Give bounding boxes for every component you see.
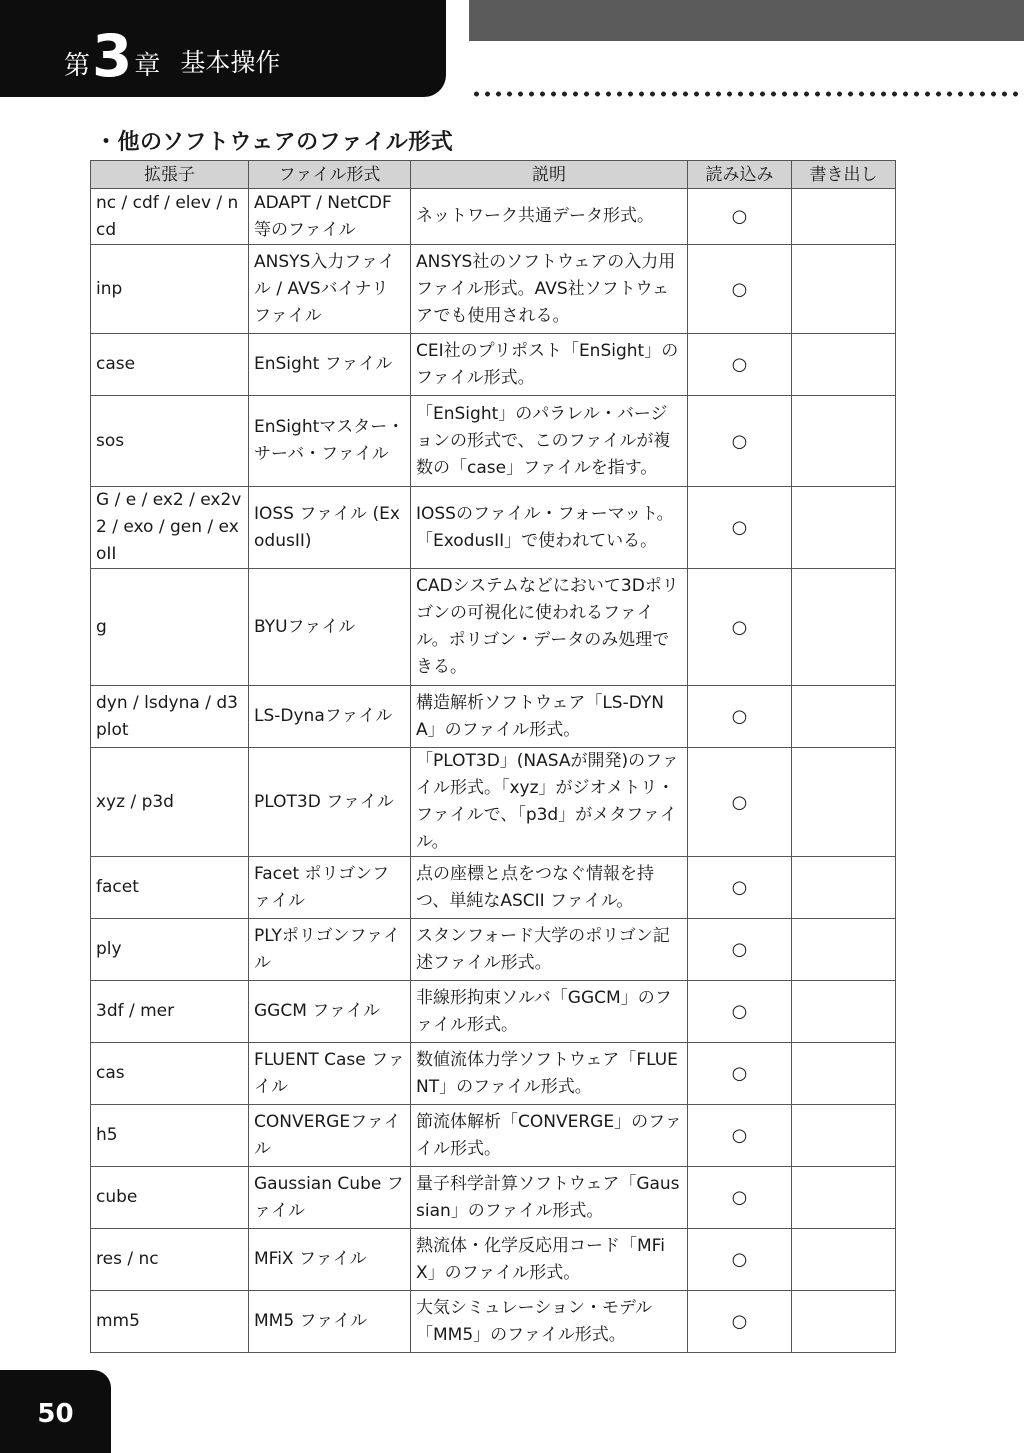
cell-description: CEI社のプリポスト「EnSight」のファイル形式。 (411, 334, 688, 396)
cell-description: 「PLOT3D」(NASAが開発)のファイル形式。「xyz」がジオメトリ・ファイルで、「p3d」がメタファイル。 (411, 748, 688, 857)
table-row (91, 487, 896, 569)
cell-format: MM5 ファイル (249, 1291, 411, 1353)
table-row (91, 396, 896, 487)
cell-extension: ply (91, 919, 249, 981)
cell-format: Gaussian Cube ファイル (249, 1167, 411, 1229)
cell-extension: G / e / ex2 / ex2v2 / exo / gen / exoII (91, 487, 249, 569)
cell-extension: cube (91, 1167, 249, 1229)
chapter-header (0, 0, 446, 97)
cell-read: ○ (688, 857, 792, 919)
table-row (91, 1105, 896, 1167)
cell-write (792, 919, 896, 981)
cell-format: PLOT3D ファイル (249, 748, 411, 857)
cell-read: ○ (688, 487, 792, 569)
cell-read: ○ (688, 748, 792, 857)
table-row (91, 569, 896, 686)
cell-write (792, 748, 896, 857)
cell-format: GGCM ファイル (249, 981, 411, 1043)
column-header-read: 読み込み (688, 161, 792, 189)
cell-extension: dyn / lsdyna / d3plot (91, 686, 249, 748)
cell-write (792, 1167, 896, 1229)
cell-extension: res / nc (91, 1229, 249, 1291)
cell-description: 非線形拘束ソルバ「GGCM」のファイル形式。 (411, 981, 688, 1043)
cell-write (792, 189, 896, 245)
table-header-row (91, 161, 896, 189)
cell-description: スタンフォード大学のポリゴン記述ファイル形式。 (411, 919, 688, 981)
cell-read: ○ (688, 686, 792, 748)
cell-read: ○ (688, 1291, 792, 1353)
cell-write (792, 569, 896, 686)
cell-description: 熱流体・化学反応用コード「MFiX」のファイル形式。 (411, 1229, 688, 1291)
cell-extension: mm5 (91, 1291, 249, 1353)
cell-format: LS-Dynaファイル (249, 686, 411, 748)
cell-format: CONVERGEファイル (249, 1105, 411, 1167)
cell-format: ANSYS入力ファイル / AVSバイナリファイル (249, 245, 411, 334)
table-row (91, 1229, 896, 1291)
cell-description: 大気シミュレーション・モデル「MM5」のファイル形式。 (411, 1291, 688, 1353)
chapter-prefix: 第 (64, 51, 91, 81)
cell-write (792, 245, 896, 334)
cell-write (792, 487, 896, 569)
cell-format: PLYポリゴンファイル (249, 919, 411, 981)
cell-format: EnSightマスター・サーバ・ファイル (249, 396, 411, 487)
page-number: 50 (0, 1370, 111, 1453)
table-row (91, 334, 896, 396)
cell-format: BYUファイル (249, 569, 411, 686)
column-header-format: ファイル形式 (249, 161, 411, 189)
cell-description: 構造解析ソフトウェア「LS-DYNA」のファイル形式。 (411, 686, 688, 748)
chapter-title: 基本操作 (180, 48, 281, 77)
table-row (91, 857, 896, 919)
cell-write (792, 334, 896, 396)
cell-extension: inp (91, 245, 249, 334)
cell-read: ○ (688, 1167, 792, 1229)
table-row (91, 1167, 896, 1229)
table-row (91, 189, 896, 245)
cell-write (792, 1105, 896, 1167)
cell-write (792, 1229, 896, 1291)
table-row (91, 919, 896, 981)
cell-read: ○ (688, 245, 792, 334)
table-row (91, 1043, 896, 1105)
cell-description: 数値流体力学ソフトウェア「FLUENT」のファイル形式。 (411, 1043, 688, 1105)
cell-read: ○ (688, 919, 792, 981)
header-bar (469, 0, 1024, 41)
dotted-divider (471, 90, 1024, 98)
cell-read: ○ (688, 981, 792, 1043)
cell-write (792, 1291, 896, 1353)
cell-read: ○ (688, 1043, 792, 1105)
cell-extension: h5 (91, 1105, 249, 1167)
table-row (91, 748, 896, 857)
cell-extension: sos (91, 396, 249, 487)
table-row (91, 686, 896, 748)
cell-extension: nc / cdf / elev / ncd (91, 189, 249, 245)
cell-extension: cas (91, 1043, 249, 1105)
cell-format: MFiX ファイル (249, 1229, 411, 1291)
cell-description: IOSSのファイル・フォーマット。「ExodusII」で使われている。 (411, 487, 688, 569)
cell-write (792, 686, 896, 748)
cell-extension: g (91, 569, 249, 686)
cell-extension: case (91, 334, 249, 396)
column-header-description: 説明 (411, 161, 688, 189)
chapter-number: 3 (92, 21, 133, 90)
cell-write (792, 1043, 896, 1105)
cell-description: 節流体解析「CONVERGE」のファイル形式。 (411, 1105, 688, 1167)
cell-extension: xyz / p3d (91, 748, 249, 857)
cell-write (792, 857, 896, 919)
cell-description: ANSYS社のソフトウェアの入力用ファイル形式。AVS社ソフトウェアでも使用される。 (411, 245, 688, 334)
cell-write (792, 981, 896, 1043)
cell-format: EnSight ファイル (249, 334, 411, 396)
cell-format: IOSS ファイル (ExodusII) (249, 487, 411, 569)
cell-format: FLUENT Case ファイル (249, 1043, 411, 1105)
cell-read: ○ (688, 334, 792, 396)
cell-extension: facet (91, 857, 249, 919)
cell-description: 「EnSight」のパラレル・バージョンの形式で、このファイルが複数の「case」ファイルを指す。 (411, 396, 688, 487)
column-header-write: 書き出し (792, 161, 896, 189)
cell-extension: 3df / mer (91, 981, 249, 1043)
column-header-extension: 拡張子 (91, 161, 249, 189)
table-row (91, 981, 896, 1043)
cell-read: ○ (688, 189, 792, 245)
cell-format: ADAPT / NetCDF 等のファイル (249, 189, 411, 245)
file-format-table (90, 160, 896, 1353)
cell-description: 量子科学計算ソフトウェア「Gaussian」のファイル形式。 (411, 1167, 688, 1229)
section-title: ・他のソフトウェアのファイル形式 (95, 130, 454, 155)
cell-description: ネットワーク共通データ形式。 (411, 189, 688, 245)
cell-description: CADシステムなどにおいて3Dポリゴンの可視化に使われるファイル。ポリゴン・データのみ処理できる。 (411, 569, 688, 686)
table-row (91, 245, 896, 334)
cell-format: Facet ポリゴンファイル (249, 857, 411, 919)
cell-read: ○ (688, 1105, 792, 1167)
cell-write (792, 396, 896, 487)
table-row (91, 1291, 896, 1353)
cell-read: ○ (688, 1229, 792, 1291)
chapter-suffix: 章 (134, 51, 161, 81)
cell-description: 点の座標と点をつなぐ情報を持つ、単純なASCII ファイル。 (411, 857, 688, 919)
cell-read: ○ (688, 569, 792, 686)
cell-read: ○ (688, 396, 792, 487)
